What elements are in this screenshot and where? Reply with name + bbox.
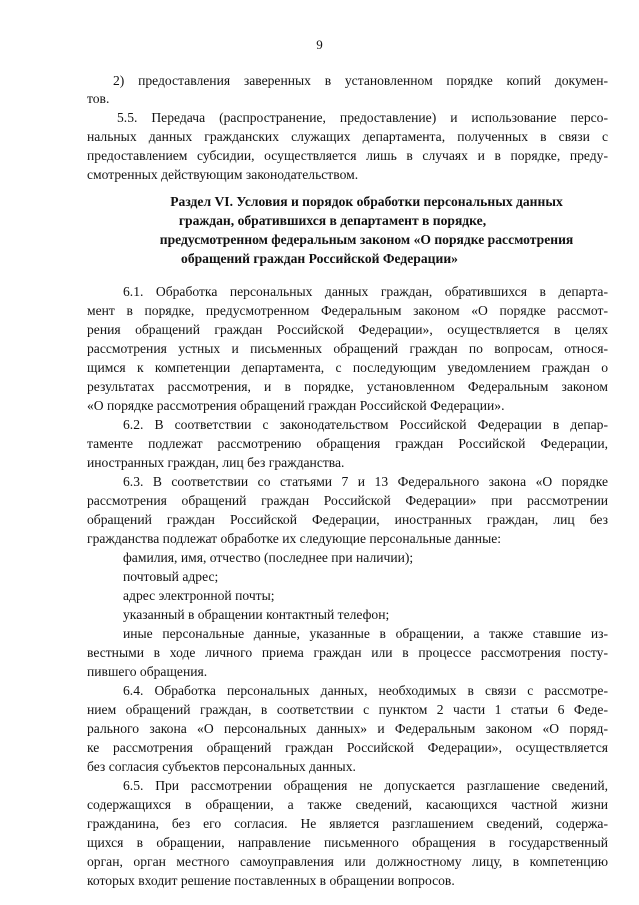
- text-line: почтовый адрес;: [123, 569, 219, 584]
- text-line: рального закона «О персональных данных» и Федеральным законом «О поряд-: [87, 721, 608, 736]
- text-line: 6.4. Обработка персональных данных, необходимых в связи с рассмотре-: [123, 683, 608, 698]
- text-line: 6.2. В соответствии с законодательством Российской Федерации в депар-: [123, 417, 608, 432]
- text-line: гражданина, без его согласия. Не является разглашением сведений, содержа-: [87, 816, 608, 831]
- text-line: ке рассмотрения обращений граждан Российской Федерации», осуществляется: [87, 740, 608, 755]
- text-line: рассмотрения устных и письменных обращений граждан по вопросам, относя-: [87, 341, 608, 356]
- text-line: иные персональные данные, указанные в обращении, а также ставшие из-: [123, 626, 608, 641]
- text-line: пившего обращения.: [87, 664, 208, 679]
- text-line: вестными в ходе личного приема граждан или в процессе рассмотрения посту-: [87, 645, 608, 660]
- text-line: нием обращений граждан, в соответствии с пунктом 2 части 1 статьи 6 Феде-: [87, 702, 608, 717]
- text-line: орган, орган местного самоуправления или должностному лицу, в компетенцию: [87, 854, 608, 869]
- text-line: щихся в обращении, направление письменного обращения в государственный: [87, 835, 608, 850]
- text-line: предоставлением субсидии, осуществляется лишь в случаях и в порядке, преду-: [87, 148, 608, 163]
- text-line: тов.: [87, 91, 110, 106]
- text-line: фамилия, имя, отчество (последнее при наличии);: [123, 550, 414, 565]
- text-line: «О порядке рассмотрения обращений граждан Российской Федерации».: [87, 398, 505, 413]
- text-line: 6.3. В соответствии со статьями 7 и 13 Федерального закона «О порядке: [123, 474, 608, 489]
- section-heading-line: предусмотренном федеральным законом «О порядке рассмотрения: [159, 232, 574, 247]
- section-heading-line: Раздел VI. Условия и порядок обработки персональных данных: [170, 194, 563, 209]
- text-line: таменте подлежат рассмотрению обращения граждан Российской Федерации,: [87, 436, 608, 451]
- text-line: мент в порядке, предусмотренном Федеральным законом «О порядке рассмот-: [87, 303, 608, 318]
- text-line: указанный в обращении контактный телефон;: [123, 607, 390, 622]
- text-line: без согласия субъектов персональных данных.: [87, 759, 356, 774]
- text-line: гражданства подлежат обработке их следующие персональные данные:: [87, 531, 502, 546]
- text-line: 2) предоставления заверенных в установленном порядке копий докумен-: [113, 73, 608, 88]
- text-line: щимся к компетенции департамента, с последующим уведомлением граждан о: [87, 360, 608, 375]
- section-heading-line: граждан, обратившихся в департамент в порядке,: [178, 213, 487, 228]
- section-heading-line: обращений граждан Российской Федерации»: [181, 251, 458, 266]
- text-line: которых входит решение поставленных в обращении вопросов.: [87, 873, 455, 888]
- text-line: рассмотрения обращений граждан Российской Федерации» при рассмотрении: [87, 493, 608, 508]
- text-line: иностранных граждан, лиц без гражданства.: [87, 455, 345, 470]
- text-line: 5.5. Передача (распространение, предоставление) и использование персо-: [117, 110, 608, 125]
- text-line: адрес электронной почты;: [123, 588, 275, 603]
- text-line: результатах рассмотрения, и в порядке, установленном Федеральным законом: [87, 379, 608, 394]
- text-line: нальных данных гражданских служащих департамента, полученных в связи с: [87, 129, 608, 144]
- text-line: смотренных действующим законодательством.: [87, 167, 359, 182]
- text-line: обращений граждан Российской Федерации, иностранных граждан, лиц без: [87, 512, 608, 527]
- text-line: содержащихся в обращении, а также сведений, касающихся частной жизни: [87, 797, 608, 812]
- page-number: 9: [316, 37, 323, 52]
- text-line: 6.5. При рассмотрении обращения не допускается разглашение сведений,: [123, 778, 608, 793]
- text-line: 6.1. Обработка персональных данных граждан, обратившихся в департа-: [123, 284, 608, 299]
- text-line: рения обращений граждан Российской Федерации», осуществляется в целях: [87, 322, 608, 337]
